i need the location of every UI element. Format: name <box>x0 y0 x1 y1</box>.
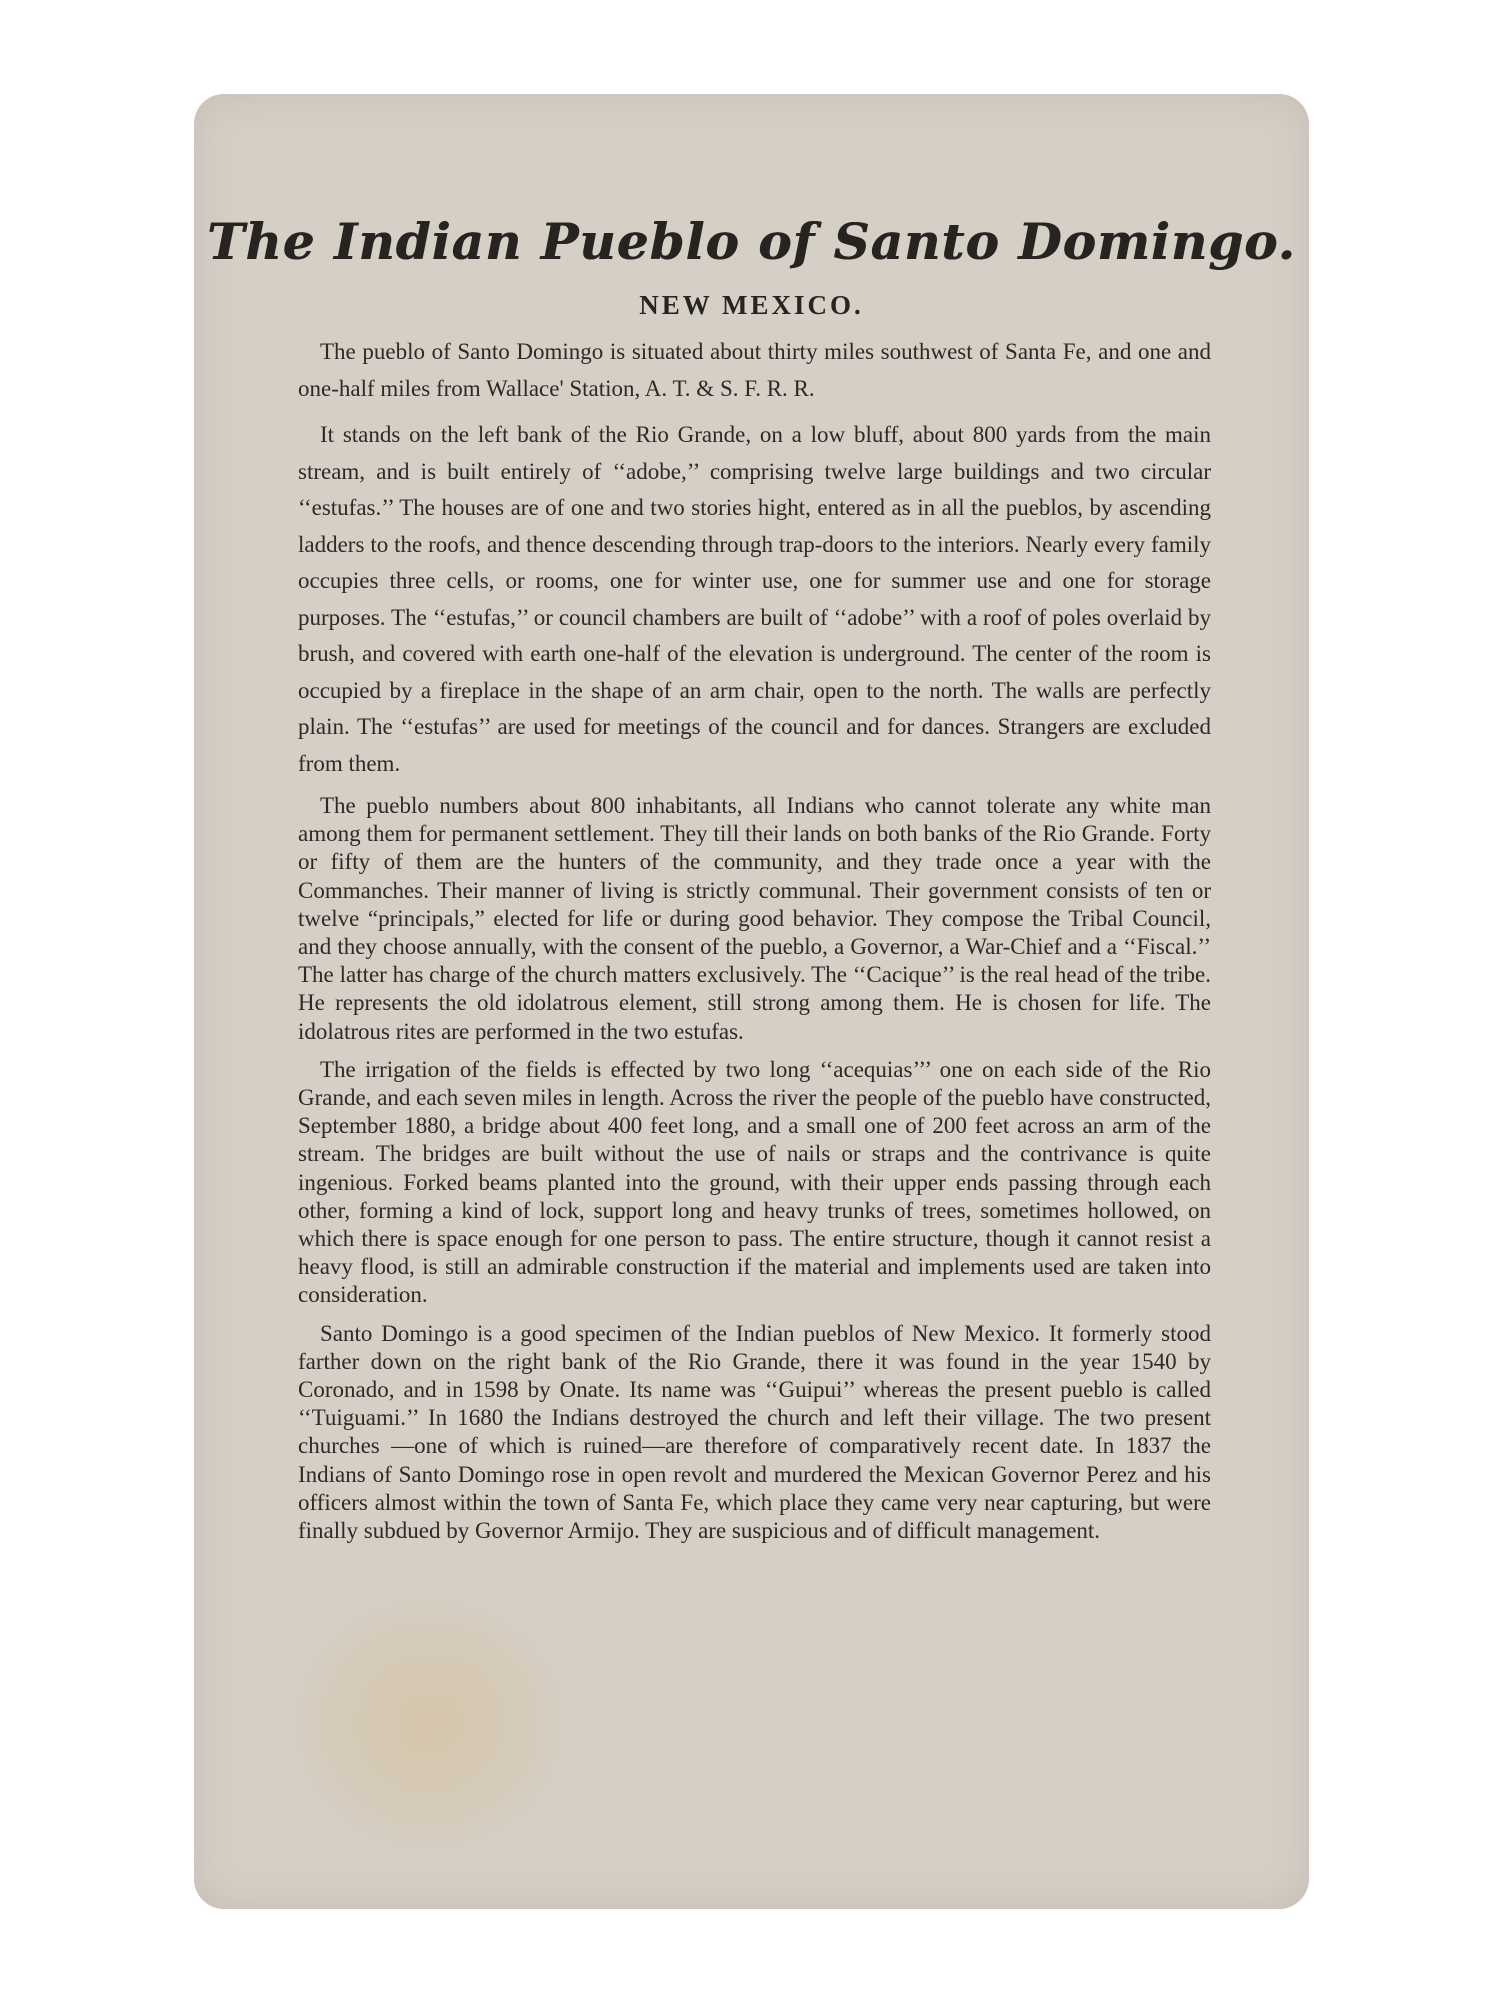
paragraph-buildings: It stands on the left bank of the Rio Grande, on a low bluff, about 800 yards from the main stream, and is built entirely of ‘‘adobe,’’ comprising twelve large buildings and two circular ‘‘estufas.’’ The houses are of one and two stories hight, entered as in all the pueblos, by ascending ladders to the roofs, and thence descending through trap-doors to the interiors. Nearly every family occupies three cells, or rooms, one for winter use, one for summer use and one for storage purposes. The ‘‘estufas,’’ or council chambers are built of ‘‘adobe’’ with a roof of poles overlaid by brush, and covered with earth one-half of the elevation is underground. The center of the room is occupied by a fireplace in the shape of an arm chair, open to the north. The walls are perfectly plain. The ‘‘estufas’’ are used for meetings of the council and for dances. Strangers are excluded from them. <box>298 422 1211 776</box>
document-subtitle: NEW MEXICO. <box>639 290 864 320</box>
document-body <box>298 334 1211 1555</box>
paragraph-inhabitants: The pueblo numbers about 800 inhabitants, all Indians who cannot tolerate any white man among them for permanent settlement. They till their lands on both banks of the Rio Grande. Forty or fifty of them are the hunters of the community, and they trade once a year with the Commanches. Their manner of living is strictly communal. Their government consists of ten or twelve “principals,” elected for life or during good behavior. They compose the Tribal Council, and they choose annually, with the consent of the pueblo, a Governor, a War-Chief and a ‘‘Fiscal.’’ The latter has charge of the church matters exclusively. The ‘‘Cacique’’ is the real head of the tribe. He represents the old idolatrous element, still strong among them. He is chosen for life. The idolatrous rites are performed in the two estufas. <box>298 793 1211 1044</box>
printed-card <box>194 94 1309 1909</box>
paragraph-irrigation: The irrigation of the fields is effected by two long ‘‘acequias’’’ one on each side of the Rio Grande, and each seven miles in length. Across the river the people of the pueblo have constructed, September 1880, a bridge about 400 feet long, and a small one of 200 feet across an arm of the stream. The bridges are built without the use of nails or straps and the contrivance is quite ingenious. Forked beams planted into the ground, with their upper ends passing through each other, forming a kind of lock, support long and heavy trunks of trees, sometimes hollowed, on which there is space enough for one person to pass. The entire structure, though it cannot resist a heavy flood, is still an admirable construction if the material and implements used are taken into consideration. <box>298 1056 1211 1308</box>
document-title: The Indian Pueblo of Santo Domingo. <box>207 212 1296 271</box>
water-stain <box>289 1594 569 1854</box>
paragraph-history: Santo Domingo is a good specimen of the Indian pueblos of New Mexico. It formerly stood farther down on the right bank of the Rio Grande, there it was found in the year 1540 by Coronado, and in 1598 by Onate. Its name was ‘‘Guipui’’ whereas the present pueblo is called ‘‘Tuiguami.’’ In 1680 the Indians destroyed the church and left their village. The two present churches —one of which is ruined—are therefore of comparatively recent date. In 1837 the Indians of Santo Domingo rose in open revolt and murdered the Mexican Governor Perez and his officers almost within the town of Santa Fe, which place they came very near capturing, but were finally subdued by Governor Armijo. They are suspicious and of difficult management. <box>298 1320 1211 1544</box>
paragraph-location: The pueblo of Santo Domingo is situated about thirty miles southwest of Santa Fe, and one and one-half miles from Wallace' Station, A. T. & S. F. R. R. <box>298 339 1211 401</box>
